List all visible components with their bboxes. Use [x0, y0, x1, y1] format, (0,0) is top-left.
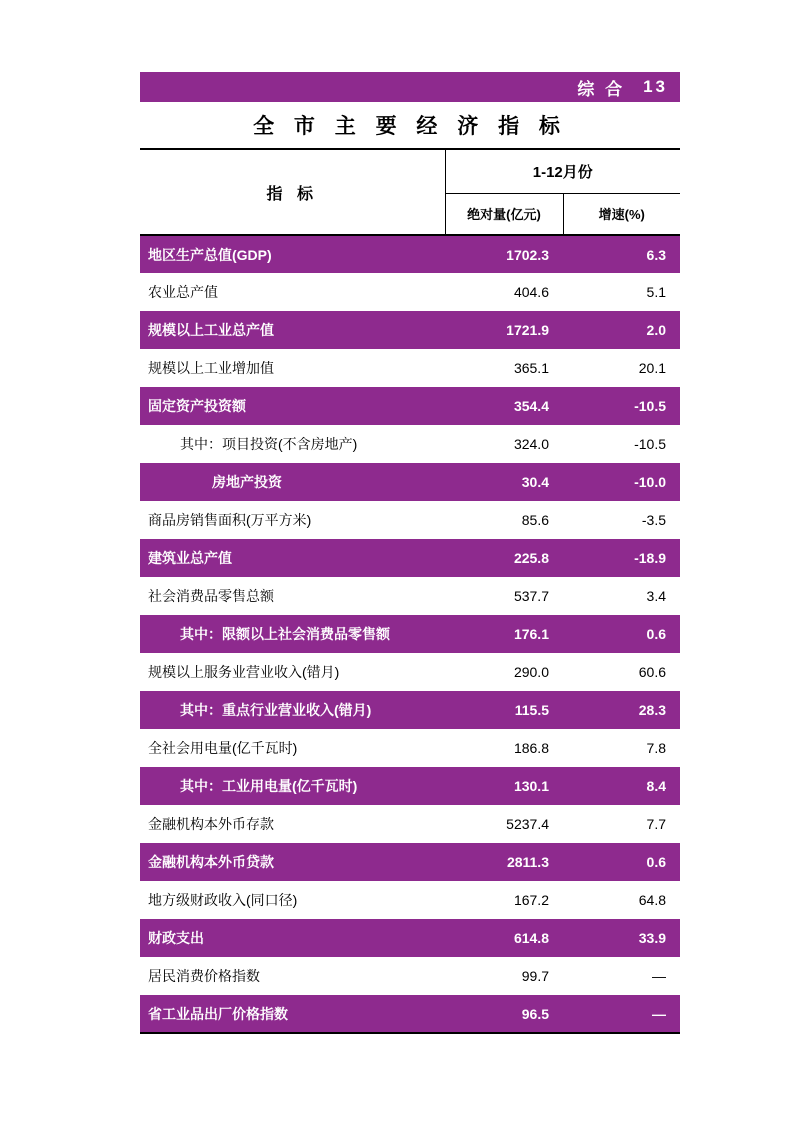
row-growth-value: — [563, 957, 680, 995]
row-growth-value: 20.1 [563, 349, 680, 387]
row-absolute-value: 290.0 [445, 653, 563, 691]
row-growth-value: -3.5 [563, 501, 680, 539]
row-label: 其中：工业用电量(亿千瓦时) [140, 767, 445, 805]
row-label: 农业总产值 [140, 273, 445, 311]
row-label: 金融机构本外币存款 [140, 805, 445, 843]
row-absolute-value: 167.2 [445, 881, 563, 919]
row-growth-value: — [563, 995, 680, 1033]
row-growth-value: 2.0 [563, 311, 680, 349]
page-title: 全 市 主 要 经 济 指 标 [253, 115, 567, 138]
row-label: 省工业品出厂价格指数 [140, 995, 445, 1033]
row-absolute-value: 96.5 [445, 995, 563, 1033]
table-row [140, 767, 680, 805]
table-row [140, 577, 680, 615]
row-absolute-value: 186.8 [445, 729, 563, 767]
row-absolute-value: 614.8 [445, 919, 563, 957]
row-absolute-value: 176.1 [445, 615, 563, 653]
column-header-period: 1-12月份 [445, 149, 680, 193]
row-growth-value: 7.7 [563, 805, 680, 843]
row-growth-value: 3.4 [563, 577, 680, 615]
row-label: 规模以上工业总产值 [140, 311, 445, 349]
row-growth-value: 33.9 [563, 919, 680, 957]
table-row [140, 881, 680, 919]
row-label: 金融机构本外币贷款 [140, 843, 445, 881]
economic-indicators-table [140, 148, 680, 1034]
row-label: 规模以上工业增加值 [140, 349, 445, 387]
row-growth-value: 7.8 [563, 729, 680, 767]
row-growth-value: 0.6 [563, 615, 680, 653]
row-label: 其中：限额以上社会消费品零售额 [140, 615, 445, 653]
row-growth-value: 6.3 [563, 235, 680, 273]
header-page-number: 13 [643, 77, 668, 96]
table-row [140, 539, 680, 577]
row-absolute-value: 324.0 [445, 425, 563, 463]
row-growth-value: 64.8 [563, 881, 680, 919]
column-header-growth: 增速(%) [563, 193, 680, 235]
table-head [140, 149, 680, 235]
table-row [140, 805, 680, 843]
row-growth-value: -10.5 [563, 425, 680, 463]
row-absolute-value: 1721.9 [445, 311, 563, 349]
table-row [140, 501, 680, 539]
table-row [140, 349, 680, 387]
table-row [140, 995, 680, 1033]
table-row [140, 235, 680, 273]
table-row [140, 653, 680, 691]
row-label: 固定资产投资额 [140, 387, 445, 425]
row-growth-value: -18.9 [563, 539, 680, 577]
row-growth-value: 5.1 [563, 273, 680, 311]
row-label: 地区生产总值(GDP) [140, 235, 445, 273]
row-label: 其中：项目投资(不含房地产) [140, 425, 445, 463]
row-label: 建筑业总产值 [140, 539, 445, 577]
row-label: 商品房销售面积(万平方米) [140, 501, 445, 539]
table-row [140, 463, 680, 501]
row-growth-value: 60.6 [563, 653, 680, 691]
row-label: 全社会用电量(亿千瓦时) [140, 729, 445, 767]
row-label: 社会消费品零售总额 [140, 577, 445, 615]
table-row [140, 691, 680, 729]
table-row [140, 843, 680, 881]
table-row [140, 729, 680, 767]
row-growth-value: 28.3 [563, 691, 680, 729]
table-row [140, 919, 680, 957]
table-row [140, 311, 680, 349]
row-absolute-value: 365.1 [445, 349, 563, 387]
row-absolute-value: 99.7 [445, 957, 563, 995]
row-absolute-value: 354.4 [445, 387, 563, 425]
row-absolute-value: 404.6 [445, 273, 563, 311]
table-row [140, 387, 680, 425]
page-header-bar [140, 72, 680, 102]
row-absolute-value: 225.8 [445, 539, 563, 577]
table-row [140, 957, 680, 995]
row-growth-value: 8.4 [563, 767, 680, 805]
row-growth-value: -10.5 [563, 387, 680, 425]
row-absolute-value: 2811.3 [445, 843, 563, 881]
row-label: 居民消费价格指数 [140, 957, 445, 995]
table-body [140, 235, 680, 1033]
row-absolute-value: 1702.3 [445, 235, 563, 273]
row-label: 其中：重点行业营业收入(错月) [140, 691, 445, 729]
row-label: 地方级财政收入(同口径) [140, 881, 445, 919]
row-absolute-value: 5237.4 [445, 805, 563, 843]
row-label: 规模以上服务业营业收入(错月) [140, 653, 445, 691]
row-growth-value: 0.6 [563, 843, 680, 881]
row-growth-value: -10.0 [563, 463, 680, 501]
row-absolute-value: 30.4 [445, 463, 563, 501]
header-section-label: 综 合 [577, 79, 626, 99]
table-head-row-1 [140, 149, 680, 193]
column-header-absolute: 绝对量(亿元) [445, 193, 563, 235]
row-absolute-value: 537.7 [445, 577, 563, 615]
row-label: 财政支出 [140, 919, 445, 957]
row-absolute-value: 85.6 [445, 501, 563, 539]
row-absolute-value: 130.1 [445, 767, 563, 805]
row-label: 房地产投资 [140, 463, 445, 501]
table-row [140, 615, 680, 653]
row-absolute-value: 115.5 [445, 691, 563, 729]
table-row [140, 273, 680, 311]
column-header-indicator: 指 标 [140, 149, 445, 235]
table-row [140, 425, 680, 463]
